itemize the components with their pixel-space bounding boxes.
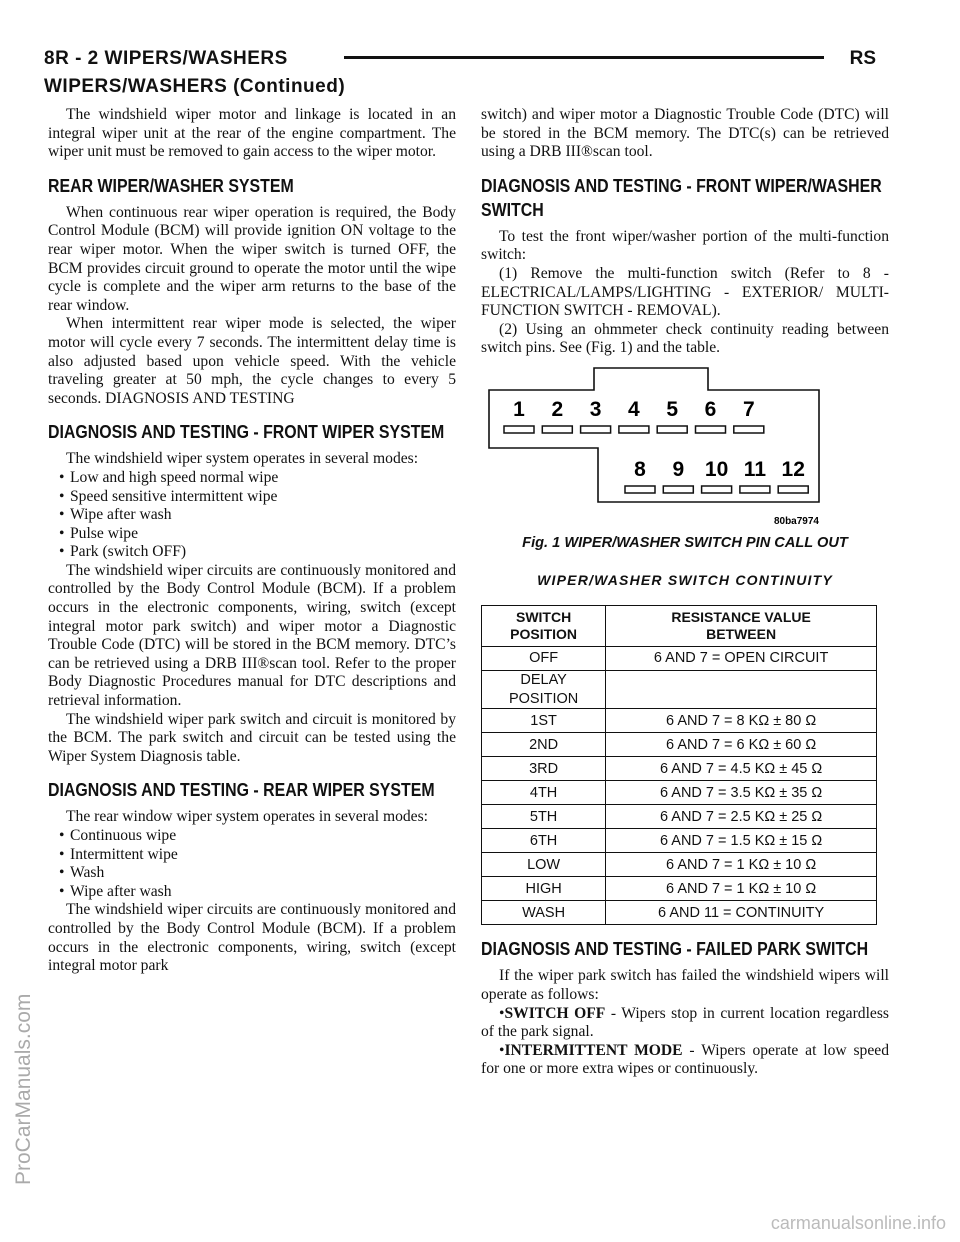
list-item: • Park (switch OFF)	[59, 543, 187, 561]
list-item: • Low and high speed normal wipe	[59, 468, 279, 486]
park-item-switch-off: •SWITCH OFF - Wipers stop in current location regardless of the park signal.	[481, 1004, 889, 1041]
table-row	[482, 733, 877, 757]
resistance-cell: 6 AND 7 = 4.5 KΩ ± 45 Ω	[606, 757, 877, 781]
resistance-cell: 6 AND 7 = 6 KΩ ± 60 Ω	[606, 733, 877, 757]
table-row	[482, 647, 877, 671]
front-paragraph-2: The windshield wiper circuits are continuously monitored and controlled by the Body Control Module (BCM). If a problem occurs in the electronic components, wiring, switch (except integral motor park switch) and wiper motor a Diagnostic Trouble Code (DTC) will be stored in the BCM memory. DTC’s can be retrieved using a DRB III®scan tool. Refer to the proper Body Diagnostic Procedures manual for DTC descriptions and retrieval information.	[48, 561, 456, 710]
resistance-cell: 6 AND 7 = OPEN CIRCUIT	[606, 647, 877, 671]
resistance-cell: 6 AND 7 = 1.5 KΩ ± 15 Ω	[606, 829, 877, 853]
header-rule	[344, 56, 824, 59]
rear-system-heading: DIAGNOSIS AND TESTING - REAR WIPER SYSTEM	[48, 779, 435, 801]
pin-label: 11	[743, 457, 767, 481]
pin-socket	[504, 426, 534, 433]
switch-paragraph-1: To test the front wiper/washer portion of the multi-function switch:	[481, 227, 889, 264]
pin-label: 12	[781, 457, 805, 481]
continued-paragraph: switch) and wiper motor a Diagnostic Trouble Code (DTC) will be stored in the BCM memory. The DTC(s) can be retrieved using a DRB III®scan tool.	[481, 106, 889, 161]
switch-position-cell: 5TH	[482, 805, 606, 829]
pin-label: 6	[704, 397, 717, 421]
front-paragraph-3: The windshield wiper park switch and circuit is monitored by the BCM. The park switch and circuit can be tested using the Wiper System Diagnosis table.	[48, 710, 456, 765]
page-header	[44, 44, 876, 72]
pin-socket	[663, 486, 693, 493]
table-header-row	[482, 606, 877, 647]
table-row	[482, 853, 877, 877]
front-system-heading: DIAGNOSIS AND TESTING - FRONT WIPER SYSTEM	[48, 421, 445, 443]
switch-position-cell: WASH	[482, 901, 606, 925]
switch-position-cell: 3RD	[482, 757, 606, 781]
table-row	[482, 671, 877, 709]
switch-position-cell: OFF	[482, 647, 606, 671]
bottom-watermark: carmanualsonline.info	[770, 1213, 946, 1233]
list-item: • Speed sensitive intermittent wipe	[59, 487, 278, 505]
pin-label: 3	[589, 397, 602, 421]
table-title: WIPER/WASHER SWITCH CONTINUITY	[537, 571, 833, 588]
switch-position-cell: 1ST	[482, 709, 606, 733]
header-model: RS	[849, 48, 876, 69]
column-header: RESISTANCE VALUE BETWEEN	[606, 606, 877, 647]
front-paragraph-1: The windshield wiper system operates in several modes:	[66, 450, 419, 468]
rear-paragraph-2: When intermittent rear wiper mode is selected, the wiper motor will cycle every 7 seconds. The intermittent delay time is also adjusted based upon vehicle speed. With the vehicle traveling greater at 50 mph, the cycle changes to every 5 seconds. DIAGNOSIS AND TESTING	[48, 315, 456, 407]
table-row	[482, 757, 877, 781]
pin-label: 4	[628, 397, 640, 421]
pin-socket	[696, 426, 726, 433]
park-paragraph: If the wiper park switch has failed the windshield wipers will operate as follows:	[481, 967, 889, 1003]
pin-socket	[581, 426, 611, 433]
list-item: • Wash	[59, 864, 105, 882]
pin-label: 10	[704, 457, 729, 481]
switch-paragraph-2: (1) Remove the multi-function switch (Refer to 8 - ELECTRICAL/LAMPS/LIGHTING - EXTERIOR/ MULTI-FUNCTION SWITCH - REMOVAL).	[481, 264, 889, 320]
resistance-cell: 6 AND 7 = 3.5 KΩ ± 35 Ω	[606, 781, 877, 805]
side-watermark: ProCarManuals.com	[12, 993, 35, 1185]
pin-label: 2	[551, 397, 564, 421]
pin-socket	[657, 426, 687, 433]
table-row	[482, 805, 877, 829]
pin-socket	[619, 426, 649, 433]
connector-diagram	[481, 364, 877, 527]
switch-position-cell: 6TH	[482, 829, 606, 853]
list-item: • Wipe after wash	[59, 506, 172, 524]
table-row	[482, 829, 877, 853]
resistance-cell: 6 AND 7 = 8 KΩ ± 80 Ω	[606, 709, 877, 733]
list-item: • Pulse wipe	[59, 524, 139, 542]
table-row	[482, 781, 877, 805]
intro-paragraph: The windshield wiper motor and linkage is located in an integral wiper unit at the rear of the engine compartment. The wiper unit must be removed to gain access to the wiper motor.	[48, 106, 456, 161]
header-section: 8R - 2 WIPERS/WASHERS	[44, 48, 288, 69]
pin-socket	[740, 486, 770, 493]
page-subheader: WIPERS/WASHERS (Continued)	[44, 76, 346, 97]
switch-pin-figure	[481, 364, 889, 527]
pin-socket	[734, 426, 764, 433]
continuity-table	[481, 605, 877, 925]
pin-socket	[778, 486, 808, 493]
table-row	[482, 709, 877, 733]
rear-system-paragraph-1: The rear window wiper system operates in several modes:	[66, 808, 429, 826]
park-switch-heading: DIAGNOSIS AND TESTING - FAILED PARK SWITCH	[481, 938, 869, 960]
pin-label: 8	[634, 457, 646, 481]
rear-paragraph-1: When continuous rear wiper operation is required, the Body Control Module (BCM) will provide ignition ON voltage to the rear wiper motor. When the wiper switch is turned OFF, the BCM provides circuit ground to operate the motor until the wipe cycle is complete and the wiper arm returns to the base of the rear window.	[48, 203, 456, 314]
switch-position-cell: 4TH	[482, 781, 606, 805]
resistance-cell: 6 AND 7 = 1 KΩ ± 10 Ω	[606, 853, 877, 877]
switch-paragraph-3: (2) Using an ohmmeter check continuity reading between switch pins. See (Fig. 1) and the table.	[481, 320, 889, 357]
table-row	[482, 877, 877, 901]
switch-position-cell: DELAY POSITION	[482, 671, 606, 709]
connector-outline	[489, 368, 819, 502]
list-item: • Intermittent wipe	[59, 845, 178, 863]
right-column	[481, 106, 889, 1079]
pin-socket	[625, 486, 655, 493]
pin-label: 5	[666, 397, 679, 421]
park-item-intermittent: •INTERMITTENT MODE - Wipers operate at low speed for one or more extra wipes or continuously.	[481, 1041, 889, 1078]
list-item: • Continuous wipe	[59, 827, 177, 844]
list-item: • Wipe after wash	[59, 882, 172, 900]
figure-code: 80ba7974	[773, 515, 819, 527]
left-column	[48, 106, 456, 976]
rear-modes-list	[48, 827, 456, 901]
resistance-cell	[606, 671, 877, 709]
pin-label: 7	[742, 397, 755, 421]
resistance-cell: 6 AND 11 = CONTINUITY	[606, 901, 877, 925]
pin-socket	[702, 486, 732, 493]
switch-position-cell: 2ND	[482, 733, 606, 757]
rear-system-paragraph-2: The windshield wiper circuits are continuously monitored and controlled by the Body Control Module (BCM). If a problem occurs in the electronic components, wiring, switch (except integral motor park	[48, 901, 456, 975]
switch-heading: DIAGNOSIS AND TESTING - FRONT WIPER/WASHER SWITCH	[481, 174, 882, 220]
rear-washer-heading: REAR WIPER/WASHER SYSTEM	[48, 174, 294, 196]
figure-caption: Fig. 1 WIPER/WASHER SWITCH PIN CALL OUT	[522, 534, 848, 551]
front-modes-list	[48, 469, 456, 562]
resistance-cell: 6 AND 7 = 1 KΩ ± 10 Ω	[606, 877, 877, 901]
resistance-cell: 6 AND 7 = 2.5 KΩ ± 25 Ω	[606, 805, 877, 829]
column-header: SWITCH POSITION	[482, 606, 606, 647]
pin-label: 1	[513, 397, 525, 421]
switch-position-cell: HIGH	[482, 877, 606, 901]
table-row	[482, 901, 877, 925]
pin-label: 9	[672, 457, 685, 481]
pin-socket	[542, 426, 572, 433]
switch-position-cell: LOW	[482, 853, 606, 877]
